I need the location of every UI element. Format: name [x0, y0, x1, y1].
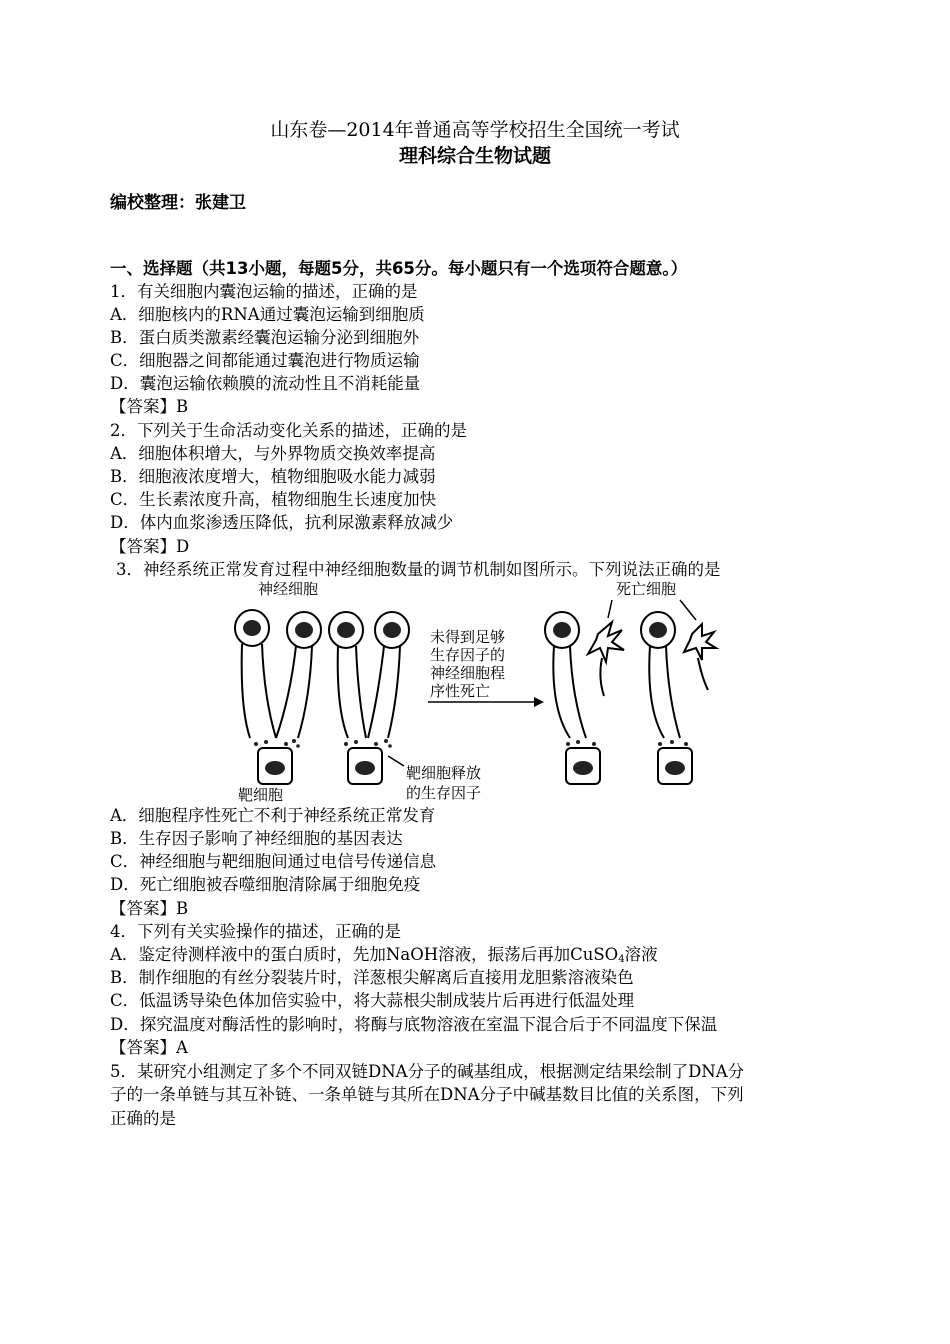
label-target-cell: 靶细胞	[238, 786, 284, 804]
label-arrow-2: 生存因子的	[430, 646, 506, 664]
section-heading: 一、选择题（共13小题，每题5分，共65分。每小题只有一个选项符合题意。）	[110, 259, 688, 278]
q3-option-a: A．细胞程序性死亡不利于神经系统正常发育	[110, 806, 436, 825]
q4-answer: 【答案】A	[110, 1038, 188, 1057]
neuron-apoptosis-figure	[228, 578, 748, 808]
q5-stem-line2: 子的一条单链与其互补链、一条单链与其所在DNA分子中碱基数目比值的关系图，下列	[110, 1085, 744, 1104]
q2-option-a: A．细胞体积增大，与外界物质交换效率提高	[110, 444, 436, 463]
exam-title: 山东卷—2014年普通高等学校招生全国统一考试	[270, 119, 680, 141]
label-arrow-1: 未得到足够	[430, 628, 506, 646]
dead-cell	[684, 624, 716, 660]
q4-stem: 4．下列有关实验操作的描述，正确的是	[110, 922, 401, 941]
q3-stem: 3．神经系统正常发育过程中神经细胞数量的调节机制如图所示。下列说法正确的是	[116, 560, 721, 579]
q2-option-b: B．细胞液浓度增大，植物细胞吸水能力减弱	[110, 467, 436, 486]
q2-option-d: D．体内血浆渗透压降低，抗利尿激素释放减少	[110, 513, 454, 532]
label-dead-cell: 死亡细胞	[616, 580, 677, 598]
q3-option-b: B．生存因子影响了神经细胞的基因表达	[110, 829, 403, 848]
q1-option-c: C．细胞器之间都能通过囊泡进行物质运输	[110, 351, 420, 370]
label-release-1: 靶细胞释放	[406, 764, 482, 782]
q4-option-a: A．鉴定待测样液中的蛋白质时，先加NaOH溶液，振荡后再加CuSO$_4$溶液	[110, 945, 658, 965]
q4-option-d: D．探究温度对酶活性的影响时，将酶与底物溶液在室温下混合后于不同温度下保温	[110, 1015, 718, 1034]
label-neuron: 神经细胞	[258, 580, 319, 598]
q4-option-b: B．制作细胞的有丝分裂装片时，洋葱根尖解离后直接用龙胆紫溶液染色	[110, 968, 634, 987]
q3-answer: 【答案】B	[110, 899, 189, 918]
exam-subtitle: 理科综合生物试题	[398, 145, 551, 167]
editor-line: 编校整理：张建卫	[110, 193, 246, 213]
label-arrow-3: 神经细胞程	[430, 664, 506, 682]
q1-option-d: D．囊泡运输依赖膜的流动性且不消耗能量	[110, 374, 421, 393]
q3-option-d: D．死亡细胞被吞噬细胞清除属于细胞免疫	[110, 875, 421, 894]
label-release-2: 的生存因子	[406, 784, 482, 802]
label-arrow-4: 序性死亡	[430, 682, 491, 700]
q5-stem-line1: 5．某研究小组测定了多个不同双链DNA分子的碱基组成，根据测定结果绘制了DNA分	[110, 1062, 745, 1081]
q1-answer: 【答案】B	[110, 397, 189, 416]
q3-option-c: C．神经细胞与靶细胞间通过电信号传递信息	[110, 852, 437, 871]
q2-option-c: C．生长素浓度升高，植物细胞生长速度加快	[110, 490, 437, 509]
q1-option-a: A．细胞核内的RNA通过囊泡运输到细胞质	[110, 305, 425, 324]
q5-stem-line3: 正确的是	[110, 1109, 176, 1128]
q2-answer: 【答案】D	[110, 537, 190, 556]
q1-option-b: B．蛋白质类激素经囊泡运输分泌到细胞外	[110, 328, 420, 347]
q2-stem: 2．下列关于生命活动变化关系的描述，正确的是	[110, 421, 467, 440]
q4-option-c: C．低温诱导染色体加倍实验中，将大蒜根尖制成装片后再进行低温处理	[110, 991, 635, 1010]
q1-stem: 1．有关细胞内囊泡运输的描述，正确的是	[110, 282, 418, 301]
dead-cell	[588, 622, 624, 662]
